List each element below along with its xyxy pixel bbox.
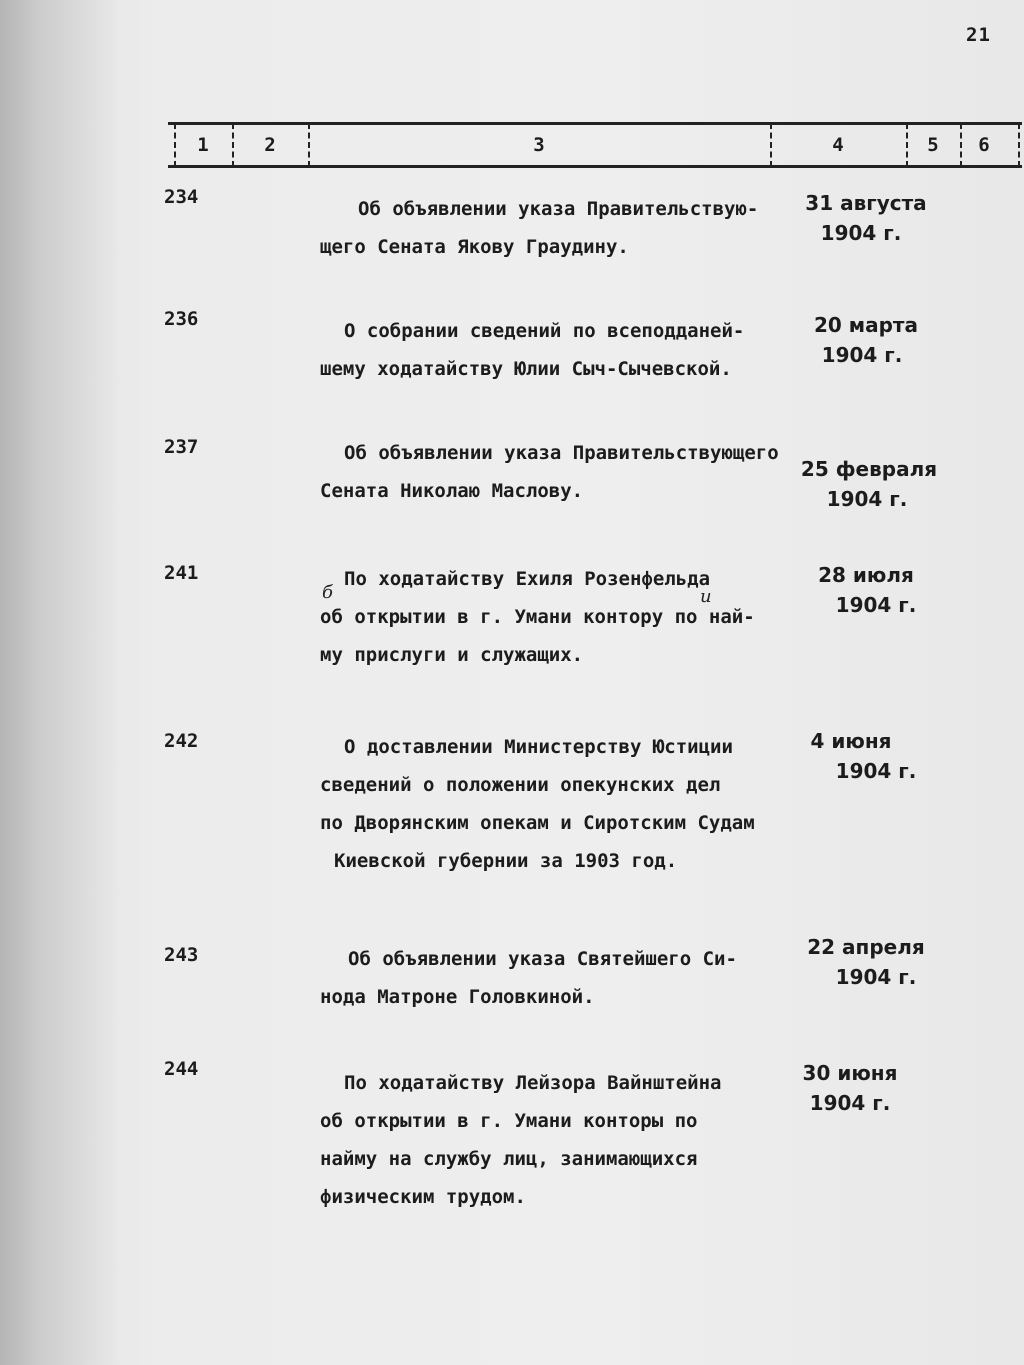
- entry-number: 234: [164, 186, 199, 208]
- column-header-3: 3: [533, 134, 545, 156]
- handwritten-correction: и: [700, 586, 712, 607]
- entry-date-day: 30 июня: [802, 1061, 898, 1085]
- entry-date-year: 1904 г.: [826, 487, 908, 511]
- entry-date: [796, 932, 936, 992]
- entry-text: [320, 940, 798, 1016]
- entry-line: По ходатайству Ехиля Розенфельда: [344, 568, 711, 590]
- entry-line: по Дворянским опекам и Сиротским Судам: [320, 812, 755, 834]
- entry-line: О собрании сведений по всеподданей-: [344, 320, 745, 342]
- entry-date: [796, 560, 936, 620]
- entry-date: [780, 1058, 920, 1118]
- entry-date-day: 4 июня: [810, 729, 892, 753]
- binding-shadow: [0, 0, 120, 1365]
- entry-number: 237: [164, 436, 199, 458]
- entry-line: Об объявлении указа Правительствующего: [344, 442, 779, 464]
- entry-date-year: 1904 г.: [820, 221, 902, 245]
- entry-date-day: 20 марта: [813, 313, 919, 337]
- entry-date-day: 22 апреля: [807, 935, 925, 959]
- entry-date-day: 25 февраля: [800, 457, 938, 481]
- entry-line: сведений о положении опекунских дел: [320, 774, 721, 796]
- entry-text: [320, 1064, 798, 1216]
- entry-date-year: 1904 г.: [809, 1091, 891, 1115]
- entry-line: О доставлении Министерству Юстиции: [344, 736, 733, 758]
- entry-line: щего Сената Якову Граудину.: [320, 236, 629, 258]
- entry-date-day: 31 августа: [805, 191, 927, 215]
- entry-text: [320, 312, 798, 388]
- entry-line: Об объявлении указа Святейшего Си-: [348, 948, 737, 970]
- column-divider: [1018, 123, 1020, 167]
- entry-line: об открытии в г. Умани контору по най-: [320, 606, 755, 628]
- page-number: 21: [966, 24, 991, 46]
- entry-date-year: 1904 г.: [821, 343, 903, 367]
- entry-number: 236: [164, 308, 199, 330]
- entry-number: 242: [164, 730, 199, 752]
- column-header-1: 1: [197, 134, 209, 156]
- entry-line: найму на службу лиц, занимающихся: [320, 1148, 698, 1170]
- entry-line: об открытии в г. Умани конторы по: [320, 1110, 698, 1132]
- entry-line: нода Матроне Головкиной.: [320, 986, 595, 1008]
- entry-line: По ходатайству Лейзора Вайнштейна: [344, 1072, 722, 1094]
- column-header-row: [168, 122, 1022, 168]
- column-header-4: 4: [832, 134, 844, 156]
- entry-date: [794, 454, 944, 514]
- entry-line: физическим трудом.: [320, 1186, 526, 1208]
- entry-text: [320, 434, 798, 510]
- entry-line: Сената Николаю Маслову.: [320, 480, 584, 502]
- entry-line: му прислуги и служащих.: [320, 644, 584, 666]
- entry-date: [796, 188, 936, 248]
- entry-date: [796, 726, 936, 786]
- column-header-5: 5: [927, 134, 939, 156]
- entry-number: 241: [164, 562, 199, 584]
- entry-text: [320, 560, 798, 674]
- column-header-6: 6: [978, 134, 990, 156]
- entry-date-day: 28 июля: [818, 563, 914, 587]
- entry-text: [320, 190, 798, 266]
- entry-number: 244: [164, 1058, 199, 1080]
- entry-line: Киевской губернии за 1903 год.: [334, 850, 678, 872]
- entry-date-year: 1904 г.: [835, 965, 917, 989]
- handwritten-correction: б: [322, 582, 333, 603]
- entry-date: [796, 310, 936, 370]
- entry-date-year: 1904 г.: [835, 759, 917, 783]
- entry-line: шему ходатайству Юлии Сыч-Сычевской.: [320, 358, 732, 380]
- column-header-2: 2: [264, 134, 276, 156]
- entry-line: Об объявлении указа Правительствую-: [358, 198, 759, 220]
- entry-text: [320, 728, 798, 880]
- entry-date-year: 1904 г.: [835, 593, 917, 617]
- entry-number: 243: [164, 944, 199, 966]
